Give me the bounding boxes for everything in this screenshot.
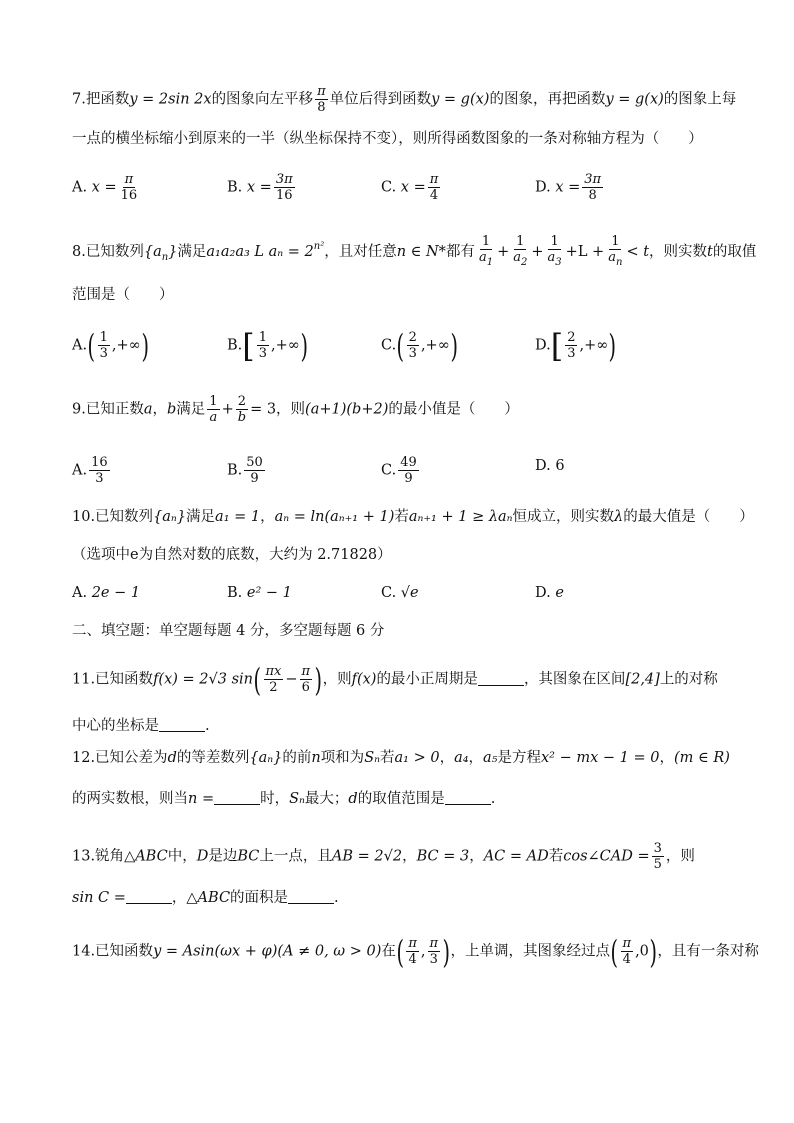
q11-blank-center[interactable] (159, 731, 205, 732)
q7-text: 的图象，再把函数 (489, 91, 606, 108)
q8-option-b[interactable]: B.[ $\frac{1}{3}$ ,+∞) (227, 326, 308, 365)
q7-line1 (72, 84, 754, 115)
q7-text: 的图象向左平移 (211, 91, 314, 108)
q11-function: f(x) = 2√3 sin (153, 671, 254, 688)
q13-blank-area[interactable] (288, 903, 334, 904)
q10-option-b[interactable]: B. e² − 1 (227, 585, 292, 601)
q12-line2: 的两实数根，则当n = 时，Sₙ最大；d的取值范围是 . (72, 791, 496, 807)
q9-option-c[interactable]: C. $\frac{49}{9}$ (381, 455, 417, 486)
q7-shift-fraction: $\frac{\pi}{8}$ (317, 84, 326, 115)
q11-blank-period[interactable] (478, 685, 524, 686)
q7-gx: y = g(x) (431, 91, 490, 108)
q9-option-b[interactable]: B. $\frac{50}{9}$ (227, 455, 263, 486)
q7-gx: y = g(x) (605, 91, 664, 108)
q9-option-d[interactable]: D. 6 (535, 458, 565, 474)
q14-line1: 14.已知函数y = Asin(ωx + φ)(A ≠ 0, ω > 0)在( $\frac{\pi}{4}$ , $\frac{\pi}{3}$ )，上单调，其图象经过点( $\frac{\pi}{4}$ ,0)，且有一条对称 (72, 932, 759, 971)
q7-text: 7.把函数 (72, 91, 130, 108)
q11-line1: 11.已知函数f(x) = 2√3 sin( $\frac{\pi x}{2}$ − $\frac{\pi}{6}$ )，则f(x)的最小正周期是 ，其图象在区间[2,4]上的对称 (72, 660, 718, 699)
q9-expression: (a+1)(b+2) (305, 401, 389, 418)
q13-line1: 13.锐角△ABC中，D是边BC上一点，且AB = 2√2，BC = 3，AC = AD若cos∠CAD = $\frac{3}{5}$ ，则 (72, 841, 695, 872)
q7-option-c[interactable]: C. x = $\frac{\pi}{4}$ (381, 172, 439, 203)
q13-blank-sinc[interactable] (126, 903, 172, 904)
q8-condition: n ∈ N* (396, 244, 446, 260)
q13-line2: sin C = ，△ABC的面积是 . (72, 890, 339, 906)
q12-blank-d[interactable] (445, 804, 491, 805)
q8-option-a[interactable]: A.( $\frac{1}{3}$ ,+∞) (72, 326, 149, 365)
q10-line1: 10.已知数列{aₙ}满足a₁ = 1，aₙ = ln(aₙ₊₁ + 1)若aₙ₊₁ + 1 ≥ λaₙ恒成立，则实数λ的最大值是（ ） (72, 509, 754, 525)
q7-function: y = 2sin 2x (129, 91, 212, 108)
q7-text: 单位后得到函数 (329, 91, 432, 108)
q8-sequence: $\{a_n\}$ (143, 244, 178, 263)
q7-text: 的图象上每 (663, 91, 737, 108)
q8-line1: 8.已知数列$\{a_n\}$满足a₁a₂a₃ L $a_n = 2^{n^2}$，且对任意n ∈ N*都有 $\frac{1}{a_1}$ + $\frac{1}{a_2}$ + $\frac{1}{a_3}$ +L + $\frac{1}{a_n}$ < t，则实数t的取值 (72, 234, 757, 268)
q10-option-d[interactable]: D. e (535, 585, 564, 601)
q12-blank-n[interactable] (214, 804, 260, 805)
q14-function: y = Asin(ωx + φ)(A ≠ 0, ω > 0) (153, 943, 382, 960)
q7-option-b[interactable]: B. x = $\frac{3\pi}{16}$ (227, 172, 293, 203)
section-heading: 二、填空题：单空题每题 4 分，多空题每题 6 分 (72, 623, 385, 639)
q7-option-d[interactable]: D. x = $\frac{3\pi}{8}$ (535, 172, 602, 203)
q8-option-d[interactable]: D.[ $\frac{2}{3}$ ,+∞) (535, 326, 617, 365)
q7-option-a[interactable]: A. x = $\frac{\pi}{16}$ (72, 172, 138, 203)
q10-option-c[interactable]: C. √e (381, 585, 419, 601)
q10-note: （选项中e为自然对数的底数，大约为 2.71828） (72, 547, 392, 563)
q7-line2: 一点的横坐标缩小到原来的一半（纵坐标保持不变），则所得函数图象的一条对称轴方程为（ ） (72, 131, 703, 147)
q9-line1: 9.已知正数a，b满足 $\frac{1}{a}$ + $\frac{2}{b}$ = 3，则(a+1)(b+2)的最小值是（ ） (72, 394, 519, 425)
q8-option-c[interactable]: C.( $\frac{2}{3}$ ,+∞) (381, 326, 458, 365)
q9-option-a[interactable]: A. $\frac{16}{3}$ (72, 455, 108, 486)
q11-line2: 中心的坐标是 . (72, 718, 210, 734)
q12-line1: 12.已知公差为d的等差数列{aₙ}的前n项和为Sₙ若a₁ > 0，a₄，a₅是方程x² − mx − 1 = 0，(m ∈ R) (72, 750, 730, 766)
q10-option-a[interactable]: A. 2e − 1 (72, 585, 141, 601)
q8-line2: 范围是（ ） (72, 287, 174, 303)
q8-product: a₁a₂a₃ L aₙ = 2 (206, 244, 314, 260)
